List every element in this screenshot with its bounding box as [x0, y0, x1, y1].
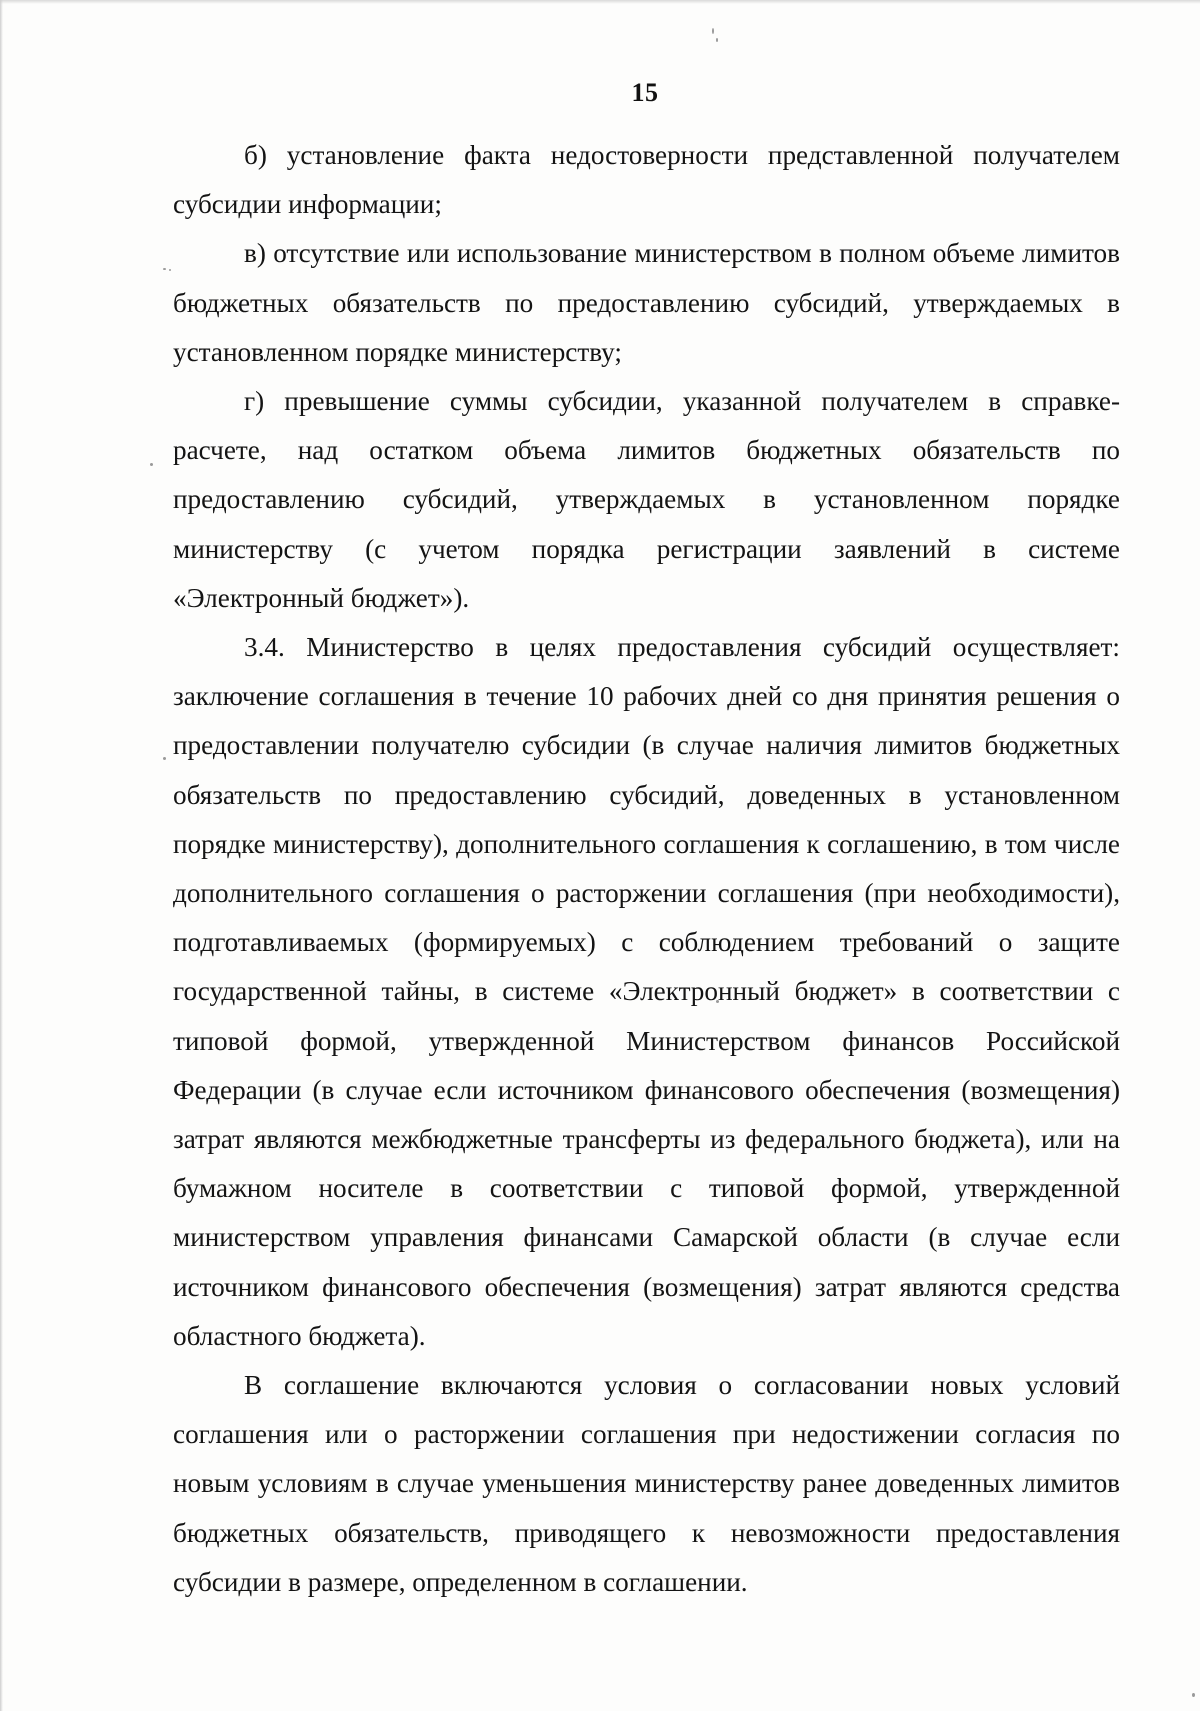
scan-speck	[163, 757, 166, 760]
scan-edge-top	[0, 0, 1200, 4]
scan-speck	[712, 28, 714, 34]
scan-speck	[169, 269, 171, 271]
paragraph-g: г) превышение суммы субсидии, указанной получателем в справке-расчете, над остатком объема лимитов бюджетных обязательств по предоставлению субсидий, утверждаемых в установленном порядке министерству (с учетом порядка регистрации заявлений в системе «Электронный бюджет»).	[173, 386, 1120, 613]
paragraph-3-4: 3.4. Министерство в целях предоставления субсидий осуществляет: заключение соглашения в течение 10 рабочих дней со дня принятия решения о предоставлении получателю субсидии (в случае наличия лимитов бюджетных обязательств по предоставлению субсидий, доведенных в установленном порядке министерству), дополнительного соглашения к соглашению, в том числе дополнительного соглашения о расторжении соглашения (при необходимости), подготавливаемых (формируемых) с соблюдением требований о защите государственной тайны, в системе «Электронный бюджет» в соответствии с типовой формой, утвержденной Министерством финансов Российской Федерации (в случае если источником финансового обеспечения (возмещения) затрат являются межбюджетные трансферты из федерального бюджета), или на бумажном носителе в соответствии с типовой формой, утвержденной министерством управления финансами Самарской области (в случае если источником финансового обеспечения (возмещения) затрат являются средства областного бюджета).	[173, 632, 1120, 1351]
scan-speck	[1192, 1693, 1195, 1697]
page-number: 15	[631, 78, 659, 107]
scan-edge-left	[0, 0, 3, 1711]
scan-speck	[150, 463, 153, 466]
paragraph-v: в) отсутствие или использование министерством в полном объеме лимитов бюджетных обязательств по предоставлению субсидий, утверждаемых в установленном порядке министерству;	[173, 238, 1120, 367]
scan-speck	[163, 268, 166, 270]
paragraph-b: б) установление факта недостоверности представленной получателем субсидии информации;	[173, 140, 1120, 220]
scan-speck	[716, 38, 718, 42]
document-body	[173, 131, 1120, 1607]
paragraph-agreement-conditions: В соглашение включаются условия о согласовании новых условий соглашения или о расторжении соглашения при недостижении согласия по новым условиям в случае уменьшения министерству ранее доведенных лимитов бюджетных обязательств, приводящего к невозможности предоставления субсидии в размере, определенном в соглашении.	[173, 1370, 1120, 1597]
